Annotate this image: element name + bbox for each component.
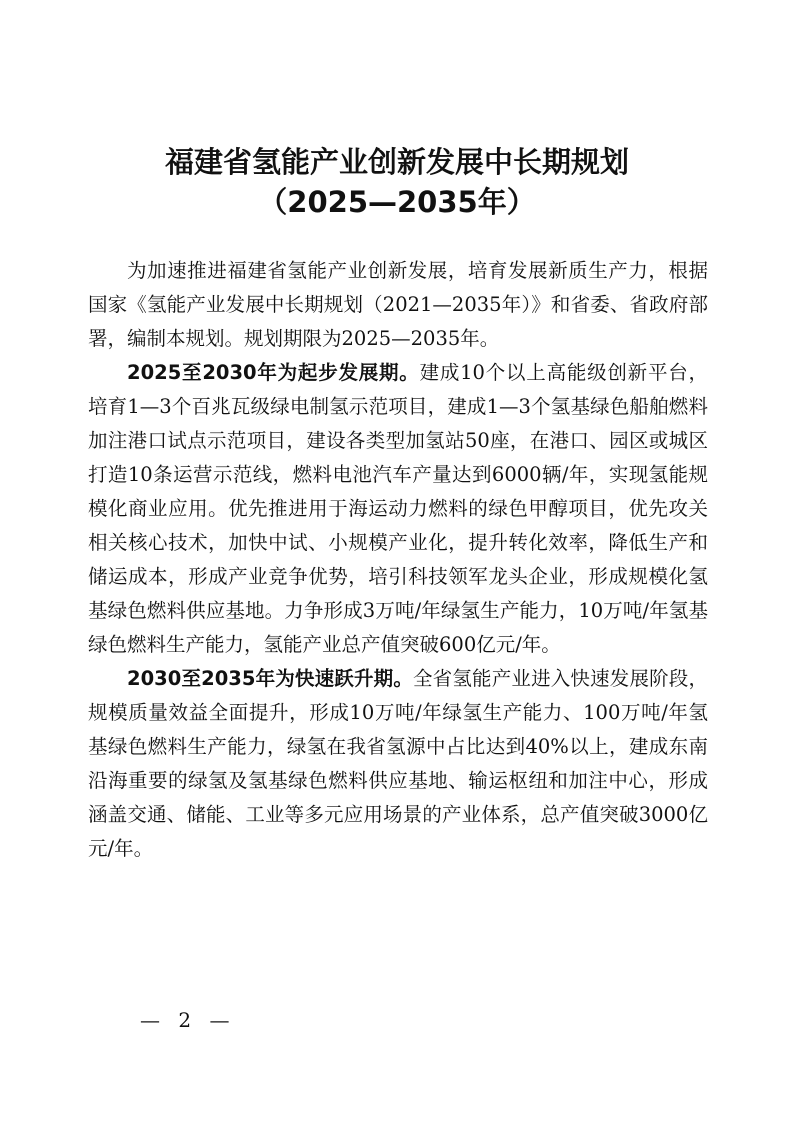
paragraph-phase-start: [88, 356, 708, 662]
page-number: — 2 —: [140, 1008, 236, 1032]
paragraph-phase-leap: [88, 662, 708, 866]
paragraph-text: 全省氢能产业进入快速发展阶段，规模质量效益全面提升，形成10万吨/年绿氢生产能力、100万吨/年氢基绿色燃料生产能力，绿氢在我省氢源中占比达到40%以上，建成东南沿海重要的绿氢及氢基绿色燃料供应基地、输运枢纽和加注中心，形成涵盖交通、储能、工业等多元应用场景的产业体系，总产值突破3000亿元/年。: [88, 667, 708, 860]
paragraph-text: 为加速推进福建省氢能产业创新发展，培育发展新质生产力，根据国家《氢能产业发展中长期规划（2021—2035年）》和省委、省政府部署，编制本规划。规划期限为2025—2035年。: [88, 259, 708, 350]
paragraph-lead: 2025至2030年为起步发展期。: [127, 361, 420, 384]
document-title: 福建省氢能产业创新发展中长期规划: [164, 145, 629, 179]
paragraph-text: 建成10个以上高能级创新平台，培育1—3个百兆瓦级绿电制氢示范项目，建成1—3个氢基绿色船舶燃料加注港口试点示范项目，建设各类型加氢站50座，在港口、园区或城区打造10条运营示范线，燃料电池汽车产量达到6000辆/年，实现氢能规模化商业应用。优先推进用于海运动力燃料的绿色甲醇项目，优先攻关相关核心技术，加快中试、小规模产业化，提升转化效率，降低生产和储运成本，形成产业竞争优势，培引科技领军龙头企业，形成规模化氢基绿色燃料供应基地。力争形成3万吨/年绿氢生产能力，10万吨/年氢基绿色燃料生产能力，氢能产业总产值突破600亿元/年。: [88, 361, 708, 656]
document-subtitle: （2025—2035年）: [258, 185, 536, 219]
paragraph-intro: [88, 254, 708, 356]
document-body: [88, 254, 708, 866]
paragraph-lead: 2030至2035年为快速跃升期。: [127, 667, 413, 690]
